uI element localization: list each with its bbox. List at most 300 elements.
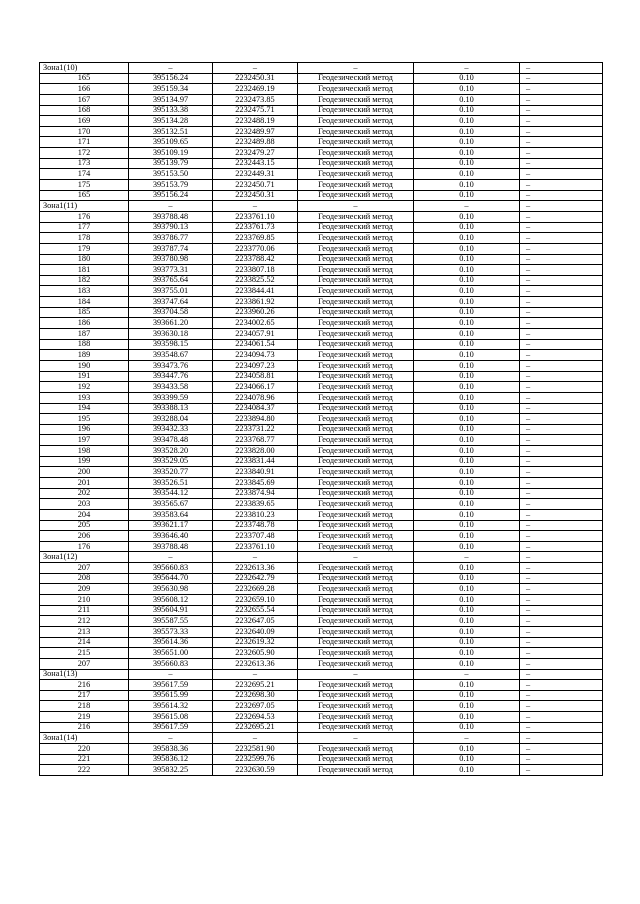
table-row [40, 531, 603, 542]
x-cell: 395644.70 [129, 573, 213, 584]
method-cell: Геодезический метод [298, 371, 414, 382]
accuracy-cell: 0.10 [414, 371, 520, 382]
y-cell: 2233768.77 [213, 435, 298, 446]
x-cell: 395587.55 [129, 616, 213, 627]
extra-cell: – [520, 371, 603, 382]
x-cell: – [129, 552, 213, 563]
x-cell: 393548.67 [129, 350, 213, 361]
method-cell: Геодезический метод [298, 233, 414, 244]
extra-cell: – [520, 616, 603, 627]
accuracy-cell: 0.10 [414, 414, 520, 425]
extra-cell: – [520, 360, 603, 371]
point-number-cell: 167 [40, 94, 129, 105]
accuracy-cell: 0.10 [414, 658, 520, 669]
table-row [40, 765, 603, 776]
y-cell: 2233828.00 [213, 446, 298, 457]
y-cell: 2233748.78 [213, 520, 298, 531]
method-cell: Геодезический метод [298, 148, 414, 159]
x-cell: 393598.15 [129, 339, 213, 350]
method-cell: Геодезический метод [298, 626, 414, 637]
x-cell: 395134.97 [129, 94, 213, 105]
accuracy-cell: 0.10 [414, 477, 520, 488]
method-cell: Геодезический метод [298, 605, 414, 616]
y-cell: 2232449.31 [213, 169, 298, 180]
point-number-cell: 193 [40, 392, 129, 403]
y-cell: 2232605.90 [213, 648, 298, 659]
accuracy-cell: 0.10 [414, 446, 520, 457]
y-cell: 2233831.44 [213, 456, 298, 467]
accuracy-cell: 0.10 [414, 169, 520, 180]
extra-cell: – [520, 744, 603, 755]
table-row [40, 180, 603, 191]
point-number-cell: 216 [40, 680, 129, 691]
accuracy-cell: 0.10 [414, 403, 520, 414]
point-number-cell: 192 [40, 382, 129, 393]
y-cell: 2233761.10 [213, 211, 298, 222]
accuracy-cell: 0.10 [414, 595, 520, 606]
y-cell: 2234078.96 [213, 392, 298, 403]
accuracy-cell: 0.10 [414, 509, 520, 520]
extra-cell: – [520, 669, 603, 680]
method-cell: Геодезический метод [298, 563, 414, 574]
accuracy-cell: 0.10 [414, 637, 520, 648]
extra-cell: – [520, 552, 603, 563]
extra-cell: – [520, 339, 603, 350]
method-cell: Геодезический метод [298, 499, 414, 510]
accuracy-cell: – [414, 733, 520, 744]
table-row [40, 286, 603, 297]
x-cell: – [129, 669, 213, 680]
x-cell: 393565.67 [129, 499, 213, 510]
accuracy-cell: 0.10 [414, 605, 520, 616]
table-row [40, 350, 603, 361]
accuracy-cell: 0.10 [414, 275, 520, 286]
point-number-cell: 222 [40, 765, 129, 776]
y-cell: 2233761.10 [213, 541, 298, 552]
method-cell: Геодезический метод [298, 744, 414, 755]
point-number-cell: 207 [40, 658, 129, 669]
extra-cell: – [520, 318, 603, 329]
extra-cell: – [520, 63, 603, 74]
extra-cell: – [520, 105, 603, 116]
y-cell: 2232489.88 [213, 137, 298, 148]
x-cell: 393544.12 [129, 488, 213, 499]
y-cell: 2232581.90 [213, 744, 298, 755]
method-cell: Геодезический метод [298, 754, 414, 765]
extra-cell: – [520, 435, 603, 446]
extra-cell: – [520, 243, 603, 254]
y-cell: 2233894.80 [213, 414, 298, 425]
extra-cell: – [520, 190, 603, 201]
point-number-cell: 180 [40, 254, 129, 265]
method-cell: Геодезический метод [298, 158, 414, 169]
method-cell: Геодезический метод [298, 169, 414, 180]
x-cell: 393788.48 [129, 541, 213, 552]
y-cell: 2232694.53 [213, 712, 298, 723]
x-cell: 395156.24 [129, 190, 213, 201]
table-row [40, 648, 603, 659]
method-cell: Геодезический метод [298, 73, 414, 84]
extra-cell: – [520, 222, 603, 233]
x-cell: 395617.59 [129, 722, 213, 733]
accuracy-cell: 0.10 [414, 584, 520, 595]
accuracy-cell: 0.10 [414, 701, 520, 712]
x-cell: 395838.36 [129, 744, 213, 755]
extra-cell: – [520, 414, 603, 425]
y-cell: – [213, 552, 298, 563]
accuracy-cell: 0.10 [414, 744, 520, 755]
y-cell: 2232640.09 [213, 626, 298, 637]
extra-cell: – [520, 73, 603, 84]
extra-cell: – [520, 648, 603, 659]
method-cell: Геодезический метод [298, 509, 414, 520]
method-cell: Геодезический метод [298, 765, 414, 776]
table-row [40, 637, 603, 648]
x-cell: 393765.64 [129, 275, 213, 286]
accuracy-cell: 0.10 [414, 254, 520, 265]
point-number-cell: 211 [40, 605, 129, 616]
table-row [40, 297, 603, 308]
accuracy-cell: 0.10 [414, 499, 520, 510]
table-row [40, 126, 603, 137]
extra-cell: – [520, 307, 603, 318]
x-cell: 395832.25 [129, 765, 213, 776]
table-row [40, 339, 603, 350]
y-cell: 2232599.76 [213, 754, 298, 765]
x-cell: 393788.48 [129, 211, 213, 222]
point-number-cell: 214 [40, 637, 129, 648]
table-row [40, 595, 603, 606]
extra-cell: – [520, 233, 603, 244]
method-cell: – [298, 63, 414, 74]
point-number-cell: 218 [40, 701, 129, 712]
table-row [40, 169, 603, 180]
table-row [40, 414, 603, 425]
accuracy-cell: 0.10 [414, 180, 520, 191]
method-cell: Геодезический метод [298, 329, 414, 340]
point-number-cell: 210 [40, 595, 129, 606]
x-cell: 395651.00 [129, 648, 213, 659]
x-cell: 395660.83 [129, 658, 213, 669]
accuracy-cell: 0.10 [414, 392, 520, 403]
point-number-cell: 181 [40, 265, 129, 276]
method-cell: Геодезический метод [298, 116, 414, 127]
y-cell: 2234057.91 [213, 329, 298, 340]
extra-cell: – [520, 158, 603, 169]
y-cell: 2232613.36 [213, 658, 298, 669]
point-number-cell: 200 [40, 467, 129, 478]
method-cell: – [298, 552, 414, 563]
y-cell: 2233761.73 [213, 222, 298, 233]
y-cell: 2232698.30 [213, 690, 298, 701]
table-row [40, 520, 603, 531]
x-cell: – [129, 201, 213, 212]
method-cell: Геодезический метод [298, 722, 414, 733]
method-cell: Геодезический метод [298, 573, 414, 584]
x-cell: 393630.18 [129, 329, 213, 340]
extra-cell: – [520, 137, 603, 148]
table-body [40, 63, 603, 776]
table-row [40, 158, 603, 169]
x-cell: 395109.65 [129, 137, 213, 148]
accuracy-cell: 0.10 [414, 360, 520, 371]
point-number-cell: 213 [40, 626, 129, 637]
x-cell: 393583.64 [129, 509, 213, 520]
extra-cell: – [520, 488, 603, 499]
x-cell: 395615.99 [129, 690, 213, 701]
table-row [40, 477, 603, 488]
method-cell: Геодезический метод [298, 286, 414, 297]
y-cell: 2232450.71 [213, 180, 298, 191]
table-row [40, 701, 603, 712]
zone-header-row [40, 669, 603, 680]
x-cell: 393447.76 [129, 371, 213, 382]
method-cell: Геодезический метод [298, 584, 414, 595]
x-cell: 393478.48 [129, 435, 213, 446]
method-cell: Геодезический метод [298, 488, 414, 499]
method-cell: Геодезический метод [298, 254, 414, 265]
accuracy-cell: 0.10 [414, 563, 520, 574]
extra-cell: – [520, 297, 603, 308]
accuracy-cell: 0.10 [414, 222, 520, 233]
table-row [40, 275, 603, 286]
table-row [40, 254, 603, 265]
accuracy-cell: 0.10 [414, 488, 520, 499]
accuracy-cell: 0.10 [414, 382, 520, 393]
x-cell: 395614.32 [129, 701, 213, 712]
table-row [40, 584, 603, 595]
accuracy-cell: 0.10 [414, 541, 520, 552]
extra-cell: – [520, 595, 603, 606]
method-cell: Геодезический метод [298, 360, 414, 371]
extra-cell: – [520, 403, 603, 414]
x-cell: – [129, 63, 213, 74]
y-cell: 2233845.69 [213, 477, 298, 488]
table-row [40, 722, 603, 733]
y-cell: 2232450.31 [213, 190, 298, 201]
method-cell: Геодезический метод [298, 477, 414, 488]
y-cell: 2233825.52 [213, 275, 298, 286]
table-row [40, 243, 603, 254]
y-cell: 2233960.26 [213, 307, 298, 318]
accuracy-cell: 0.10 [414, 265, 520, 276]
x-cell: 393288.04 [129, 414, 213, 425]
zone-name-cell: Зона1(13) [40, 669, 129, 680]
method-cell: Геодезический метод [298, 467, 414, 478]
accuracy-cell: 0.10 [414, 712, 520, 723]
x-cell: 393520.77 [129, 467, 213, 478]
point-number-cell: 189 [40, 350, 129, 361]
x-cell: – [129, 733, 213, 744]
method-cell: Геодезический метод [298, 392, 414, 403]
extra-cell: – [520, 584, 603, 595]
table-row [40, 84, 603, 95]
y-cell: 2232443.15 [213, 158, 298, 169]
method-cell: Геодезический метод [298, 680, 414, 691]
method-cell: Геодезический метод [298, 126, 414, 137]
y-cell: 2233844.41 [213, 286, 298, 297]
extra-cell: – [520, 509, 603, 520]
extra-cell: – [520, 392, 603, 403]
zone-name-cell: Зона1(10) [40, 63, 129, 74]
method-cell: Геодезический метод [298, 190, 414, 201]
accuracy-cell: 0.10 [414, 190, 520, 201]
point-number-cell: 216 [40, 722, 129, 733]
y-cell: 2232695.21 [213, 722, 298, 733]
extra-cell: – [520, 116, 603, 127]
method-cell: Геодезический метод [298, 137, 414, 148]
y-cell: 2232450.31 [213, 73, 298, 84]
y-cell: 2234097.23 [213, 360, 298, 371]
extra-cell: – [520, 680, 603, 691]
x-cell: 395159.34 [129, 84, 213, 95]
accuracy-cell: 0.10 [414, 339, 520, 350]
y-cell: 2234061.54 [213, 339, 298, 350]
table-row [40, 488, 603, 499]
method-cell: Геодезический метод [298, 211, 414, 222]
y-cell: 2232473.85 [213, 94, 298, 105]
table-row [40, 211, 603, 222]
point-number-cell: 219 [40, 712, 129, 723]
extra-cell: – [520, 754, 603, 765]
zone-name-cell: Зона1(12) [40, 552, 129, 563]
method-cell: Геодезический метод [298, 648, 414, 659]
x-cell: 395630.98 [129, 584, 213, 595]
extra-cell: – [520, 765, 603, 776]
x-cell: 393621.17 [129, 520, 213, 531]
x-cell: 395617.59 [129, 680, 213, 691]
y-cell: 2232489.97 [213, 126, 298, 137]
accuracy-cell: 0.10 [414, 765, 520, 776]
extra-cell: – [520, 148, 603, 159]
y-cell: 2233807.18 [213, 265, 298, 276]
table-row [40, 222, 603, 233]
y-cell: – [213, 733, 298, 744]
extra-cell: – [520, 733, 603, 744]
y-cell: 2234084.37 [213, 403, 298, 414]
point-number-cell: 198 [40, 446, 129, 457]
accuracy-cell: 0.10 [414, 243, 520, 254]
y-cell: 2232659.10 [213, 595, 298, 606]
table-row [40, 435, 603, 446]
accuracy-cell: – [414, 201, 520, 212]
table-row [40, 446, 603, 457]
point-number-cell: 215 [40, 648, 129, 659]
method-cell: Геодезический метод [298, 243, 414, 254]
table-row [40, 360, 603, 371]
table-row [40, 105, 603, 116]
accuracy-cell: 0.10 [414, 616, 520, 627]
accuracy-cell: 0.10 [414, 626, 520, 637]
point-number-cell: 196 [40, 424, 129, 435]
x-cell: 393529.05 [129, 456, 213, 467]
table-row [40, 605, 603, 616]
method-cell: – [298, 669, 414, 680]
extra-cell: – [520, 690, 603, 701]
point-number-cell: 183 [40, 286, 129, 297]
y-cell: 2232647.05 [213, 616, 298, 627]
method-cell: Геодезический метод [298, 297, 414, 308]
method-cell: – [298, 201, 414, 212]
table-row [40, 573, 603, 584]
accuracy-cell: 0.10 [414, 116, 520, 127]
accuracy-cell: 0.10 [414, 137, 520, 148]
method-cell: Геодезический метод [298, 318, 414, 329]
extra-cell: – [520, 211, 603, 222]
table-row [40, 329, 603, 340]
y-cell: 2233810.23 [213, 509, 298, 520]
accuracy-cell: 0.10 [414, 722, 520, 733]
table-row [40, 137, 603, 148]
extra-cell: – [520, 456, 603, 467]
x-cell: 393528.20 [129, 446, 213, 457]
table-row [40, 265, 603, 276]
accuracy-cell: 0.10 [414, 307, 520, 318]
table-row [40, 712, 603, 723]
accuracy-cell: 0.10 [414, 520, 520, 531]
y-cell: 2234066.17 [213, 382, 298, 393]
table-row [40, 658, 603, 669]
y-cell: 2233788.42 [213, 254, 298, 265]
extra-cell: – [520, 275, 603, 286]
x-cell: 395614.36 [129, 637, 213, 648]
method-cell: Геодезический метод [298, 701, 414, 712]
extra-cell: – [520, 712, 603, 723]
x-cell: 395153.79 [129, 180, 213, 191]
extra-cell: – [520, 350, 603, 361]
table-row [40, 371, 603, 382]
zone-header-row [40, 733, 603, 744]
point-number-cell: 176 [40, 211, 129, 222]
table-row [40, 73, 603, 84]
accuracy-cell: 0.10 [414, 84, 520, 95]
point-number-cell: 169 [40, 116, 129, 127]
x-cell: 393432.33 [129, 424, 213, 435]
extra-cell: – [520, 286, 603, 297]
x-cell: 393473.76 [129, 360, 213, 371]
extra-cell: – [520, 329, 603, 340]
y-cell: 2233874.94 [213, 488, 298, 499]
table-row [40, 509, 603, 520]
extra-cell: – [520, 84, 603, 95]
zone-header-row [40, 63, 603, 74]
point-number-cell: 182 [40, 275, 129, 286]
x-cell: 395139.79 [129, 158, 213, 169]
x-cell: 393787.74 [129, 243, 213, 254]
x-cell: 393526.51 [129, 477, 213, 488]
method-cell: Геодезический метод [298, 94, 414, 105]
x-cell: 393399.59 [129, 392, 213, 403]
table-row [40, 318, 603, 329]
zone-name-cell: Зона1(11) [40, 201, 129, 212]
method-cell: Геодезический метод [298, 531, 414, 542]
point-number-cell: 165 [40, 190, 129, 201]
point-number-cell: 174 [40, 169, 129, 180]
y-cell: 2232469.19 [213, 84, 298, 95]
accuracy-cell: 0.10 [414, 73, 520, 84]
x-cell: 395604.91 [129, 605, 213, 616]
extra-cell: – [520, 499, 603, 510]
x-cell: 393646.40 [129, 531, 213, 542]
x-cell: 395133.38 [129, 105, 213, 116]
extra-cell: – [520, 626, 603, 637]
method-cell: Геодезический метод [298, 84, 414, 95]
point-number-cell: 204 [40, 509, 129, 520]
table-row [40, 690, 603, 701]
point-number-cell: 187 [40, 329, 129, 340]
x-cell: 395608.12 [129, 595, 213, 606]
y-cell: – [213, 669, 298, 680]
